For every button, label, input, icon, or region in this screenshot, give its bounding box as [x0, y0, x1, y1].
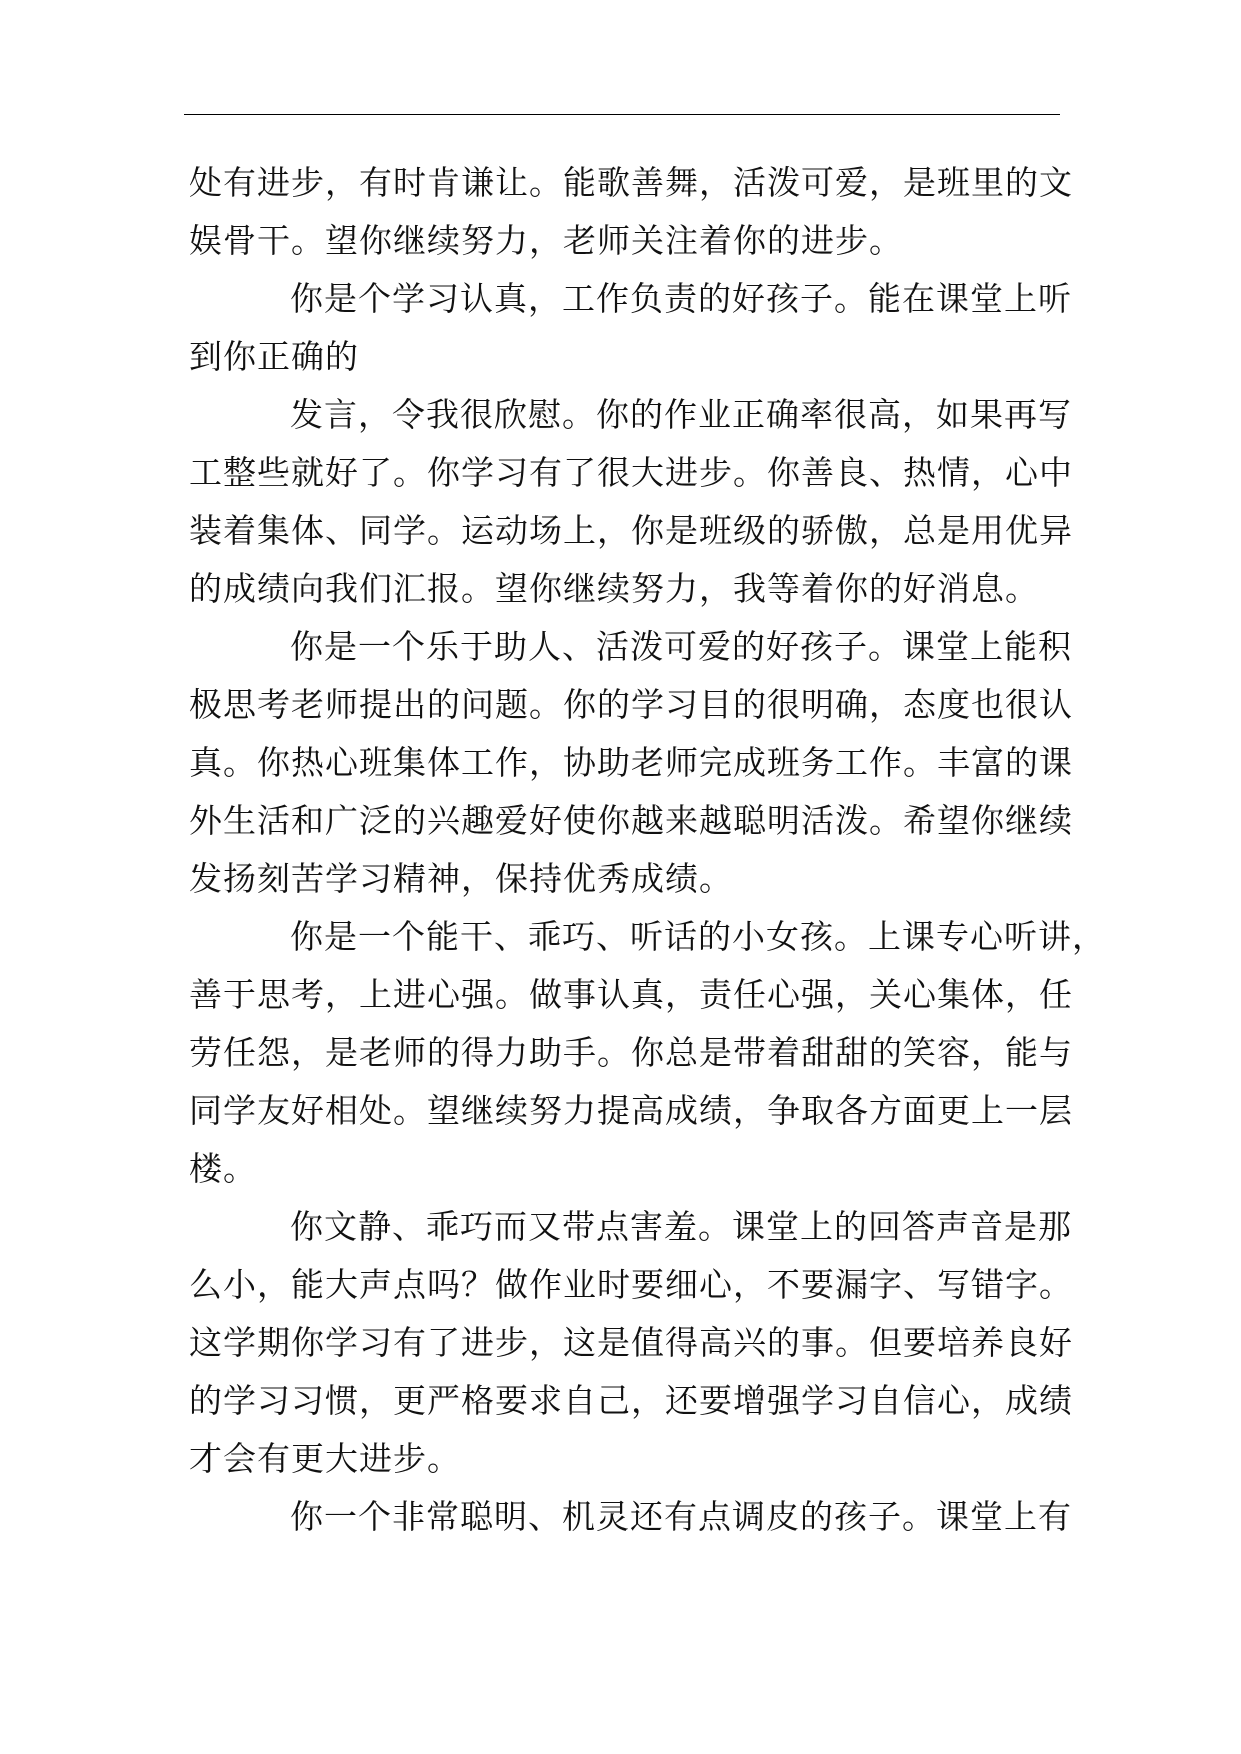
text-line: 极思考老师提出的问题。你的学习目的很明确，态度也很认: [189, 685, 1073, 724]
header-rule: [184, 114, 1060, 115]
paragraph-start-line: 发言，令我很欣慰。你的作业正确率很高，如果再写: [290, 395, 1072, 434]
text-line: 到你正确的: [189, 337, 359, 376]
text-line: 外生活和广泛的兴趣爱好使你越来越聪明活泼。希望你继续: [189, 801, 1073, 840]
document-body: [189, 154, 1106, 1546]
text-line: 么小，能大声点吗？做作业时要细心，不要漏字、写错字。: [189, 1265, 1073, 1304]
text-line: 真。你热心班集体工作，协助老师完成班务工作。丰富的课: [189, 743, 1073, 782]
text-line: 同学友好相处。望继续努力提高成绩，争取各方面更上一层: [189, 1091, 1073, 1130]
text-line: 楼。: [189, 1149, 257, 1188]
text-line: 这学期你学习有了进步，这是值得高兴的事。但要培养良好: [189, 1323, 1073, 1362]
text-line: 娱骨干。望你继续努力，老师关注着你的进步。: [189, 221, 903, 260]
text-line: 劳任怨，是老师的得力助手。你总是带着甜甜的笑容，能与: [189, 1033, 1073, 1072]
text-line: 的成绩向我们汇报。望你继续努力，我等着你的好消息。: [189, 569, 1039, 608]
paragraph-start-line: 你一个非常聪明、机灵还有点调皮的孩子。课堂上有: [290, 1497, 1072, 1536]
text-line: 工整些就好了。你学习有了很大进步。你善良、热情，心中: [189, 453, 1073, 492]
text-line: 善于思考，上进心强。做事认真，责任心强，关心集体，任: [189, 975, 1073, 1014]
text-line: 处有进步，有时肯谦让。能歌善舞，活泼可爱，是班里的文: [189, 163, 1073, 202]
text-line: 的学习习惯，更严格要求自己，还要增强学习自信心，成绩: [189, 1381, 1073, 1420]
paragraph-start-line: 你是个学习认真，工作负责的好孩子。能在课堂上听: [290, 279, 1072, 318]
text-line: 才会有更大进步。: [189, 1439, 461, 1478]
paragraph-start-line: 你是一个能干、乖巧、听话的小女孩。上课专心听讲，: [290, 917, 1106, 956]
paragraph-start-line: 你文静、乖巧而又带点害羞。课堂上的回答声音是那: [290, 1207, 1072, 1246]
text-line: 发扬刻苦学习精神，保持优秀成绩。: [189, 859, 733, 898]
text-line: 装着集体、同学。运动场上，你是班级的骄傲，总是用优异: [189, 511, 1073, 550]
paragraph-start-line: 你是一个乐于助人、活泼可爱的好孩子。课堂上能积: [290, 627, 1072, 666]
